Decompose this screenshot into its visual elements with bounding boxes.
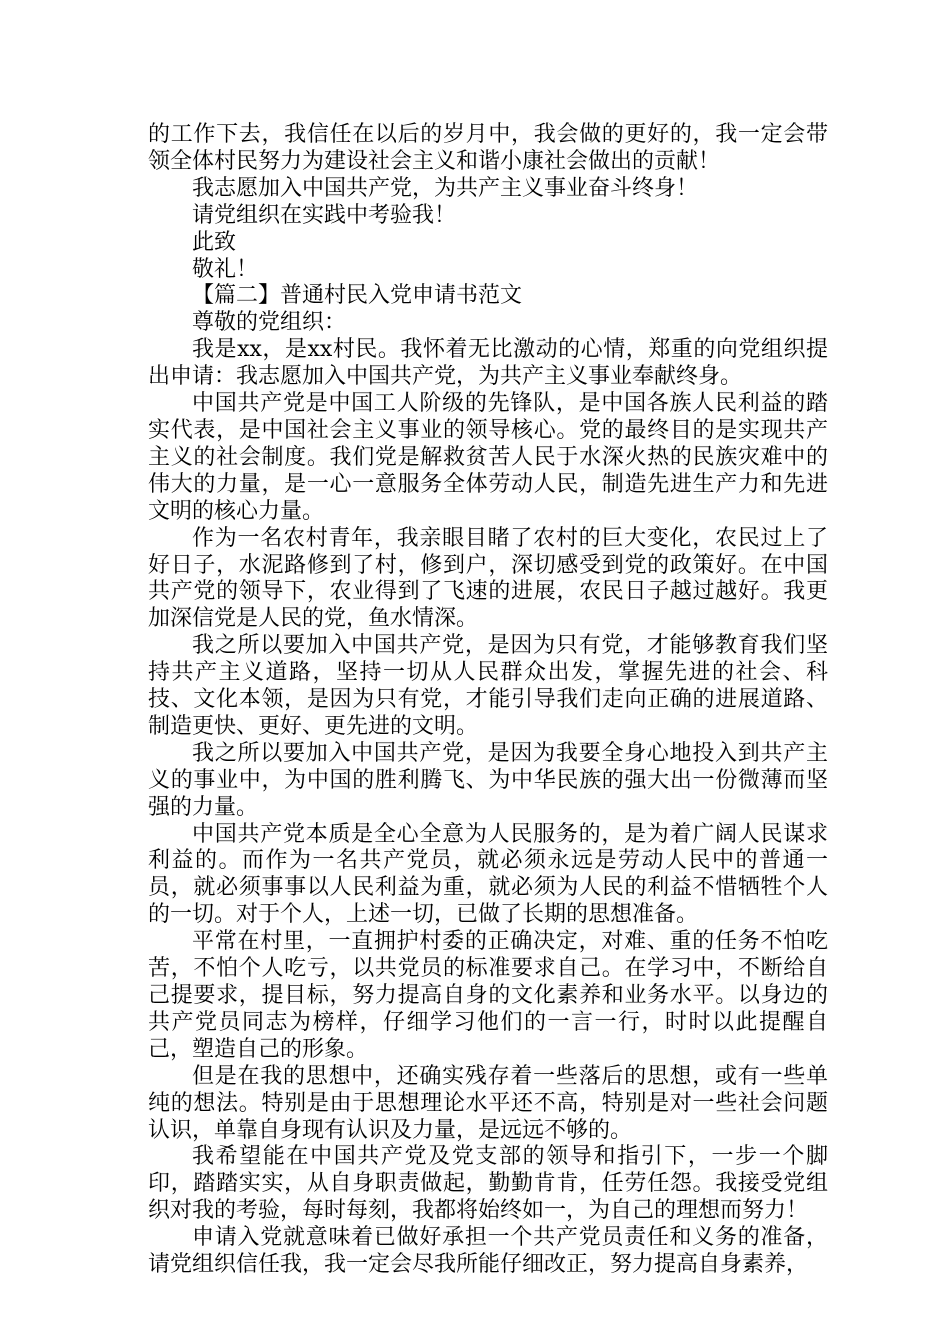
closing-salutation-1: 此致 xyxy=(192,229,237,255)
paragraph-essence: 中国共产党本质是全心全意为人民服务的，是为着广阔人民谋求利益的。而作为一名共产党员，就必须永远是劳动人民中的普通一员，就必须事事以人民利益为重，就必须为人民的利益不惜牺牲个人的一切。对于个人，上述一切，已做了长期的思想准备。 xyxy=(148,821,828,928)
paragraph-shortcomings: 但是在我的思想中，还确实残存着一些落后的思想，或有一些单纯的想法。特别是由于思想理论水平还不高，特别是对一些社会问题认识，单靠自身现有认识及力量，是远远不够的。 xyxy=(148,1063,828,1143)
paragraph-party-nature: 中国共产党是中国工人阶级的先锋队，是中国各族人民利益的踏实代表，是中国社会主义事业的领导核心。党的最终目的是实现共产主义的社会制度。我们党是解救贫苦人民于水深火热的民族灾难中的伟大的力量，是一心一意服务全体劳动人民，制造先进生产力和先进文明的核心力量。 xyxy=(148,391,828,524)
paragraph-daily-conduct: 平常在村里，一直拥护村委的正确决定，对难、重的任务不怕吃苦，不怕个人吃亏，以共党员的标准要求自己。在学习中，不断给自己提要求，提目标，努力提高自身的文化素养和业务水平。以身边的共产党员同志为榜样，仔细学习他们的一言一行，时时以此提醒自己，塑造自己的形象。 xyxy=(148,929,828,1062)
paragraph-rural-youth: 作为一名农村青年，我亲眼目睹了农村的巨大变化，农民过上了好日子，水泥路修到了村，修到户，深切感受到党的政策好。在中国共产党的领导下，农业得到了飞速的进展，农民日子越过越好。我更加深信党是人民的党，鱼水情深。 xyxy=(148,525,828,632)
paragraph-hope: 我希望能在中国共产党及党支部的领导和指引下，一步一个脚印，踏踏实实，从自身职责做起，勤勤肯肯，任劳任怨。我接受党组织对我的考验，每时每刻，我都将始终如一，为自己的理想而努力！ xyxy=(148,1144,828,1224)
closing-salutation-2: 敬礼！ xyxy=(192,256,259,282)
paragraph-reason-1: 我之所以要加入中国共产党，是因为只有党，才能够教育我们坚持共产主义道路，坚持一切从人民群众出发，掌握先进的社会、科技、文化本领，是因为只有党，才能引导我们走向正确的进展道路、制造更快、更好、更先进的文明。 xyxy=(148,633,828,739)
paragraph-continuation: 的工作下去，我信任在以后的岁月中，我会做的更好的，我一定会带领全体村民努力为建设社会主义和谐小康社会做出的贡献！ xyxy=(148,122,828,174)
paragraph-reason-2: 我之所以要加入中国共产党，是因为我要全身心地投入到共产主义的事业中，为中国的胜利腾飞、为中华民族的强大出一份微薄而坚强的力量。 xyxy=(148,740,828,820)
paragraph-pledge: 我志愿加入中国共产党，为共产主义事业奋斗终身！ xyxy=(192,175,699,201)
section-heading-text: 【篇二】普通村民入党申请书范文 xyxy=(192,283,523,309)
section-heading xyxy=(148,283,828,310)
paragraph-intro: 我是xx，是xx村民。我怀着无比激动的心情，郑重的向党组织提出申请：我志愿加入中国共产党，为共产主义事业奉献终身。 xyxy=(148,337,828,390)
paragraph-request-test: 请党组织在实践中考验我！ xyxy=(192,202,457,228)
document-page xyxy=(148,122,828,1279)
greeting: 尊敬的党组织： xyxy=(192,310,347,336)
paragraph-commitment: 申请入党就意味着已做好承担一个共产党员责任和义务的准备，请党组织信任我，我一定会尽我所能仔细改正，努力提高自身素养， xyxy=(148,1225,828,1278)
